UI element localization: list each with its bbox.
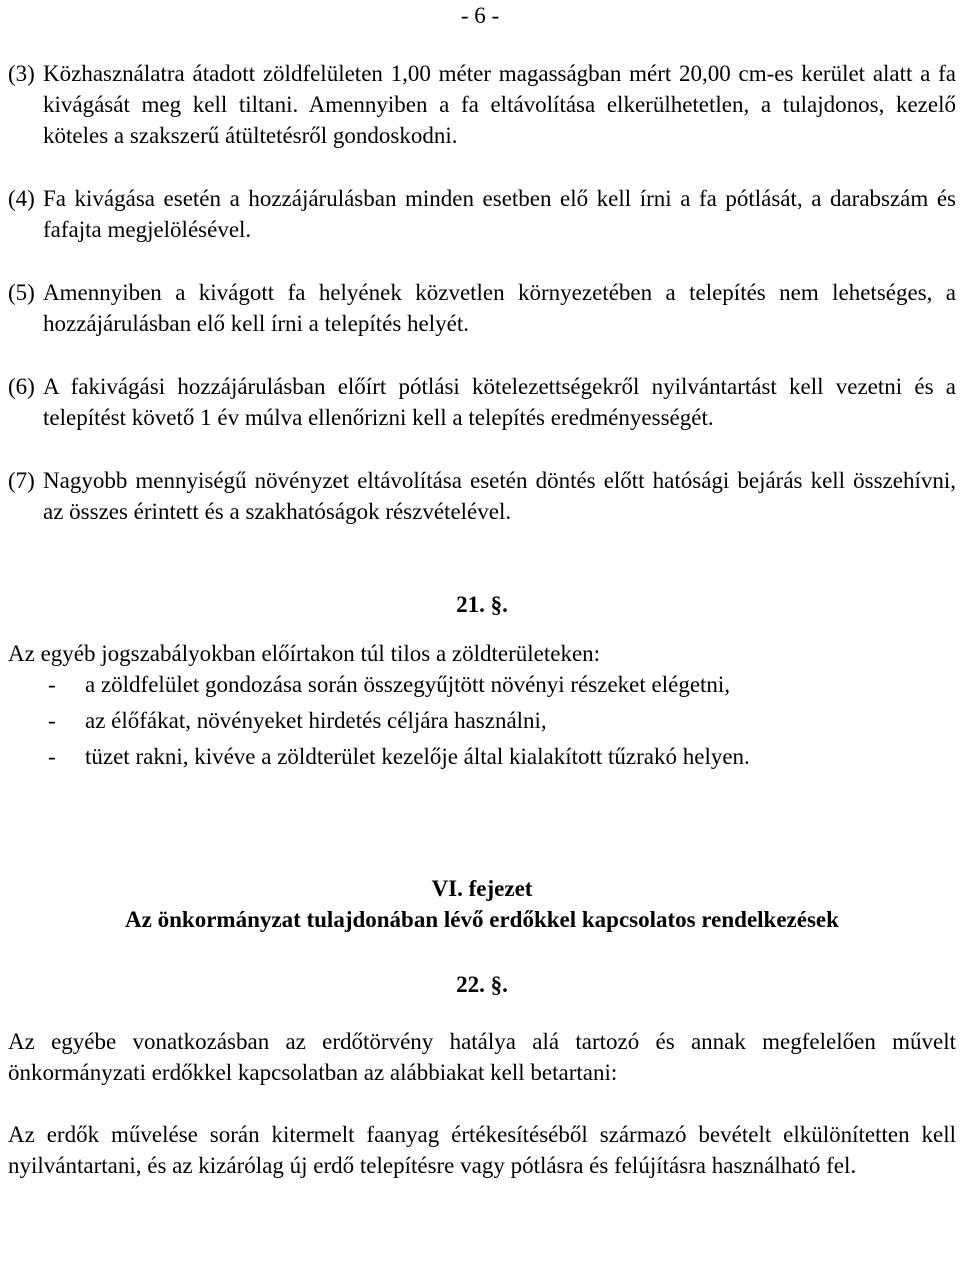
paragraph-4 (8, 183, 956, 245)
paragraph-text: Amennyiben a kivágott fa helyének közvetlen környezetében a telepítés nem lehetséges, a hozzájárulásban elő kell írni a telepítés helyét. (43, 280, 956, 336)
section-21-mark: 21. §. (456, 592, 508, 617)
paragraph-number: (5) (8, 280, 35, 305)
chapter-title: Az önkormányzat tulajdonában lévő erdőkkel kapcsolatos rendelkezések (125, 907, 839, 932)
list-item-text: a zöldfelület gondozása során összegyűjtött növényi részeket elégetni, (85, 672, 731, 697)
section-22-paragraph-1: Az egyébe vonatkozásban az erdőtörvény hatálya alá tartozó és annak megfelelően művelt önkormányzati erdőkkel kapcsolatban az alábbiakat kell betartani: (8, 1029, 956, 1085)
paragraph-text: Fa kivágása esetén a hozzájárulásban minden esetben elő kell írni a fa pótlását, a darabszám és fafajta megjelölésével. (43, 186, 956, 242)
chapter-number: VI. fejezet (431, 876, 533, 901)
paragraph-3 (8, 58, 956, 151)
section-22-mark: 22. §. (456, 972, 508, 997)
paragraph-number: (4) (8, 186, 35, 211)
paragraph-5 (8, 277, 956, 339)
paragraph-number: (7) (8, 468, 35, 493)
list-dash: - (48, 744, 56, 769)
prohibition-list (8, 669, 956, 772)
paragraph-number: (6) (8, 374, 35, 399)
page-number: - 6 - (460, 3, 500, 28)
list-item (8, 741, 956, 772)
list-dash: - (48, 708, 56, 733)
document-body (8, 58, 956, 1181)
paragraph-text: Közhasználatra átadott zöldfelületen 1,00 méter magasságban mért 20,00 cm-es kerület alatt a fa kivágását meg kell tiltani. Amennyiben a fa eltávolítása elkerülhetetlen, a tulajdonos, kezelő köteles a szakszerű átültetésről gondoskodni. (43, 61, 956, 148)
list-item-text: tüzet rakni, kivéve a zöldterület kezelője által kialakított tűzrakó helyen. (85, 744, 750, 769)
section-21-intro: Az egyéb jogszabályokban előírtakon túl tilos a zöldterületeken: (8, 641, 601, 666)
paragraph-7 (8, 465, 956, 527)
list-item (8, 705, 956, 736)
paragraph-number: (3) (8, 61, 35, 86)
paragraph-text: A fakivágási hozzájárulásban előírt pótlási kötelezettségekről nyilvántartást kell vezetni és a telepítést követő 1 év múlva ellenőrizni kell a telepítés eredményességét. (43, 374, 956, 430)
paragraph-text: Nagyobb mennyiségű növényzet eltávolítása esetén döntés előtt hatósági bejárás kell összehívni, az összes érintett és a szakhatóságok részvételével. (43, 468, 956, 524)
list-item-text: az élőfákat, növényeket hirdetés céljára használni, (85, 708, 547, 733)
section-22-paragraph-2: Az erdők művelése során kitermelt faanyag értékesítéséből származó bevételt elkülönítetten kell nyilvántartani, és az kizárólag új erdő telepítésre vagy pótlásra és felújításra használható fel. (8, 1122, 956, 1178)
list-item (8, 669, 956, 700)
paragraph-6 (8, 371, 956, 433)
list-dash: - (48, 672, 56, 697)
